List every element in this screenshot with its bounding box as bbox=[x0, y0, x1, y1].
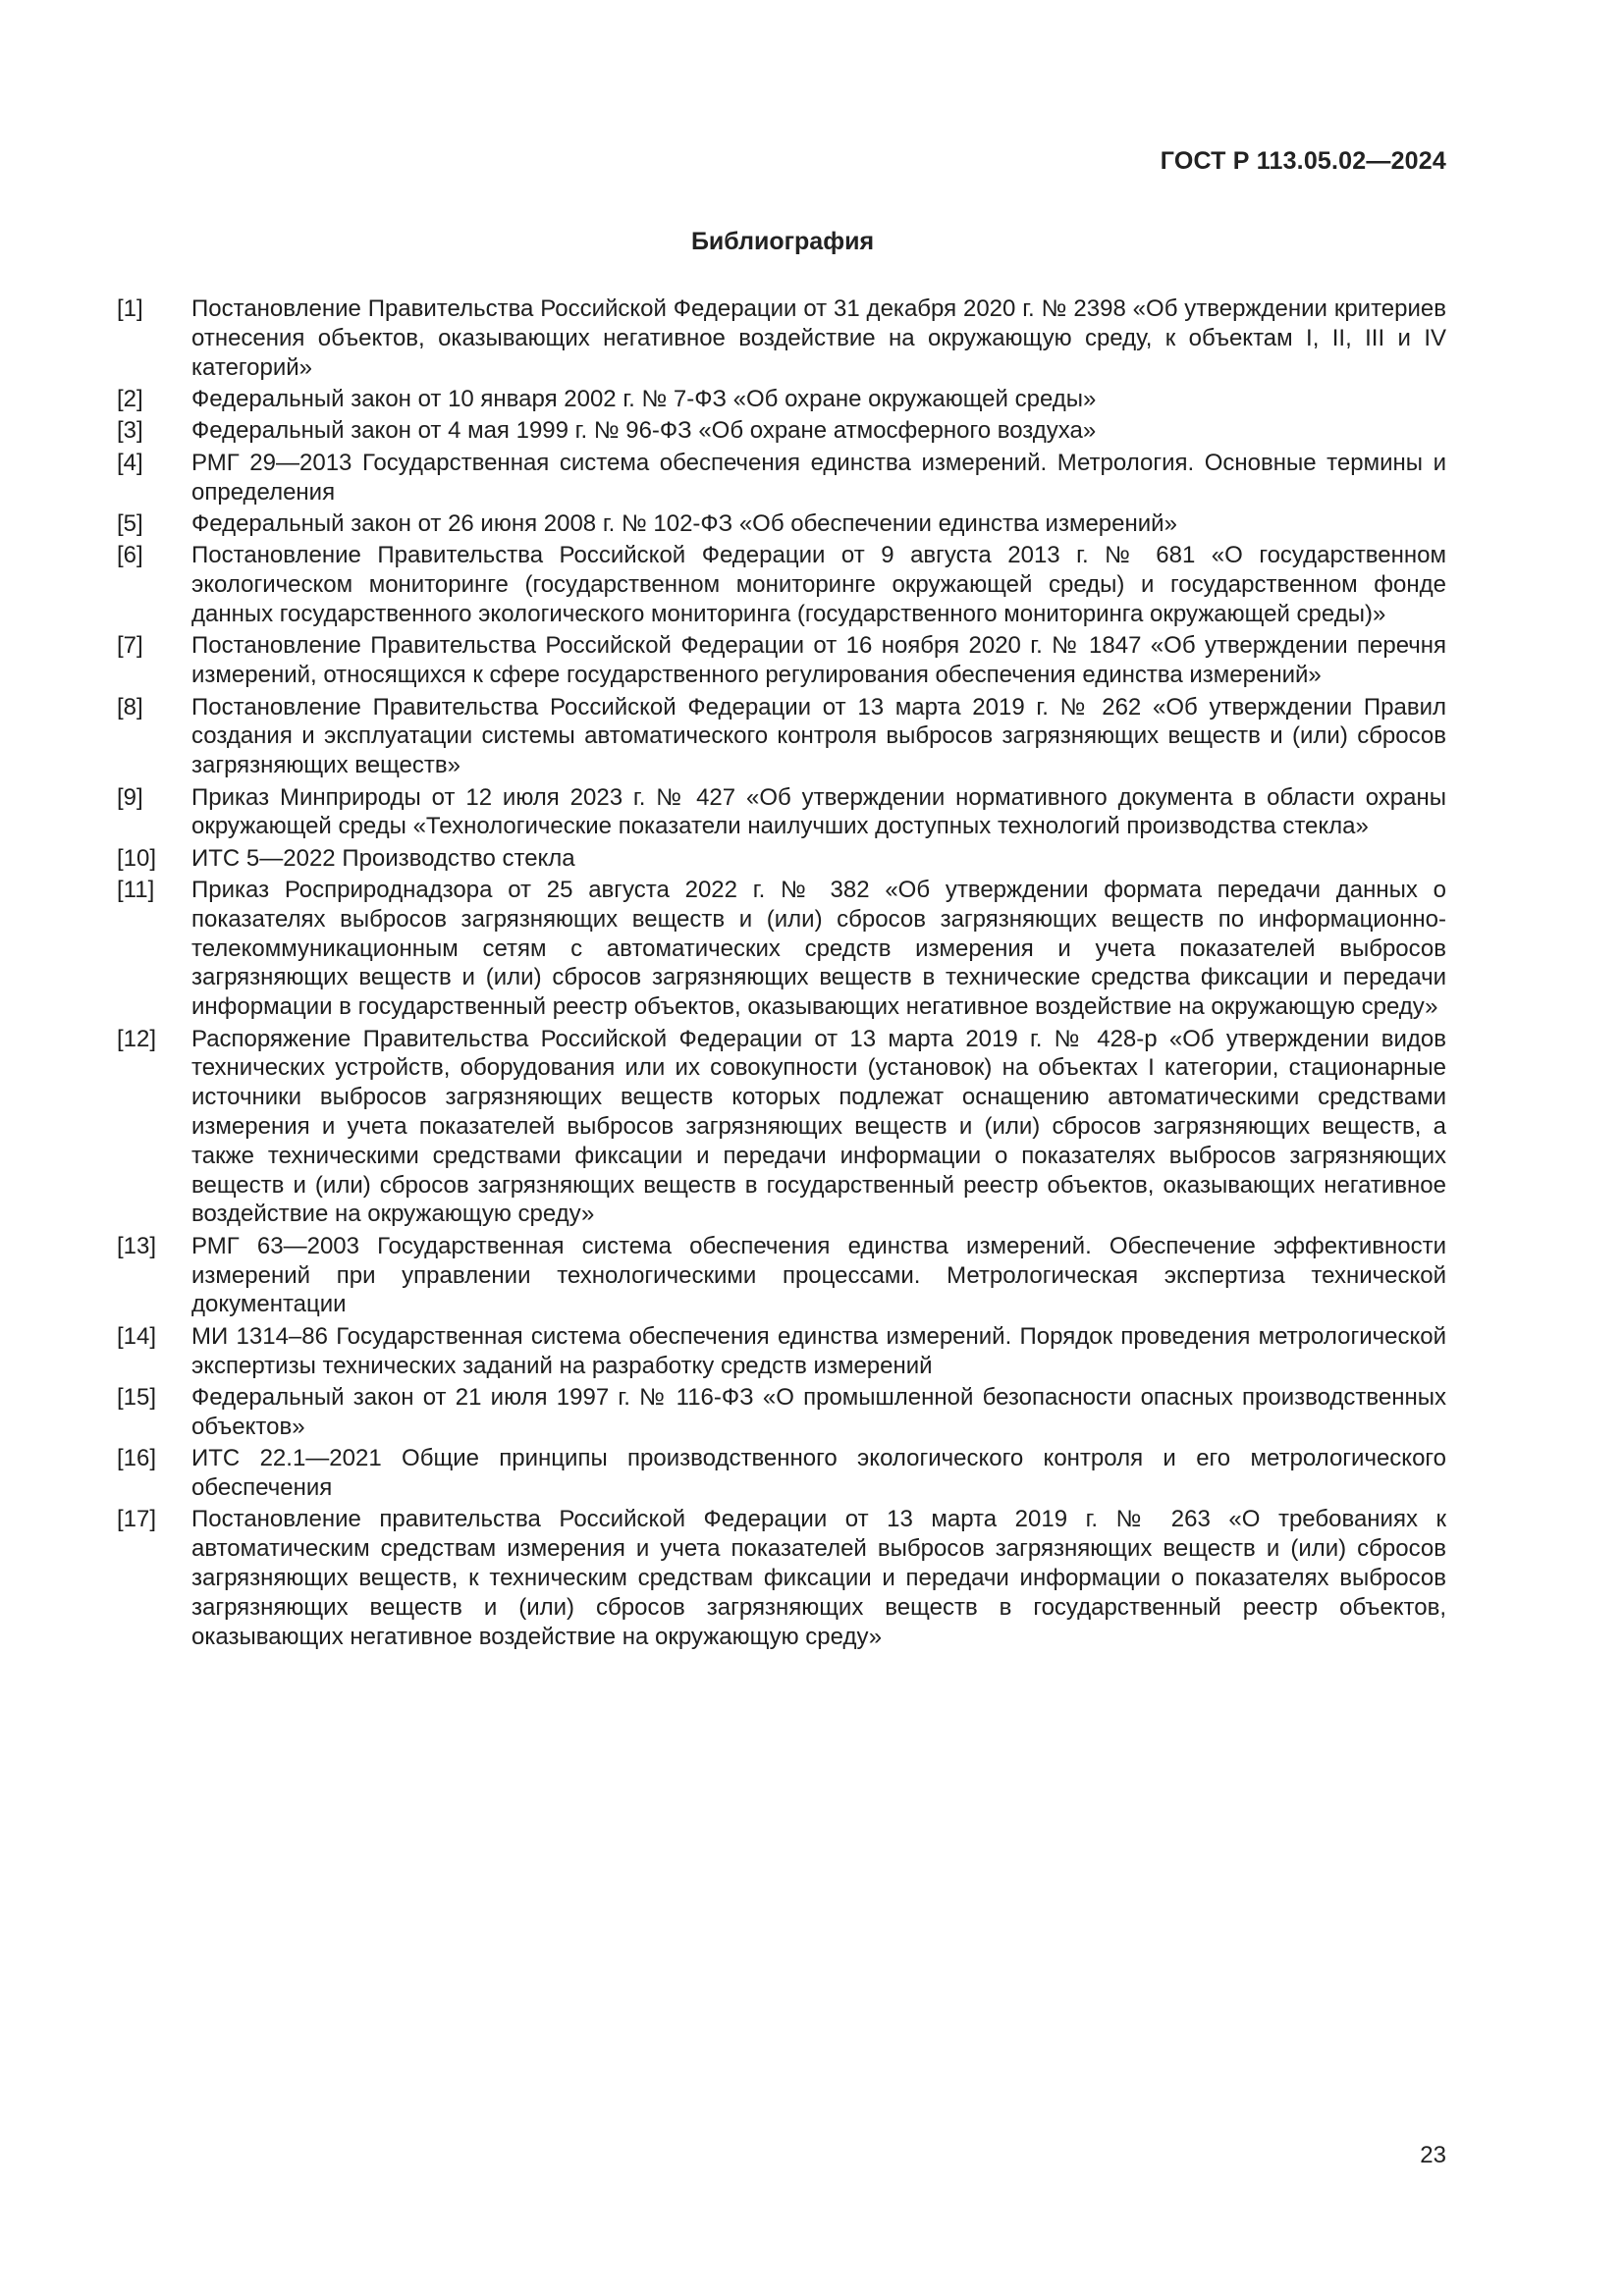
bibliography-entry bbox=[117, 844, 1446, 874]
entry-number: [7] bbox=[117, 632, 143, 660]
bibliography-entry bbox=[117, 509, 1446, 539]
bibliography-entry bbox=[117, 1505, 1446, 1651]
entry-text: Федеральный закон от 10 января 2002 г. № 7-ФЗ «Об охране окружающей среды» bbox=[191, 385, 1097, 412]
bibliography-list bbox=[117, 294, 1446, 1654]
entry-text: Постановление Правительства Российской Федерации от 16 ноября 2020 г. № 1847 «Об утверждении перечня измерений, относящихся к сфере государственного регулирования обеспечения единства измерений» bbox=[191, 632, 1446, 689]
entry-number: [8] bbox=[117, 693, 143, 721]
bibliography-entry bbox=[117, 1444, 1446, 1503]
entry-number: [6] bbox=[117, 542, 143, 569]
entry-number: [12] bbox=[117, 1025, 157, 1052]
bibliography-entry bbox=[117, 541, 1446, 628]
bibliography-entry bbox=[117, 385, 1446, 414]
bibliography-entry bbox=[117, 876, 1446, 1022]
bibliography-entry bbox=[117, 294, 1446, 382]
entry-number: [16] bbox=[117, 1445, 157, 1472]
bibliography-entry bbox=[117, 1383, 1446, 1442]
entry-number: [5] bbox=[117, 509, 143, 537]
entry-text: Приказ Минприроды от 12 июля 2023 г. № 427 «Об утверждении нормативного документа в области охраны окружающей среды «Технологические показатели наилучших доступных технологий производства стекла» bbox=[191, 783, 1446, 840]
entry-text: МИ 1314–86 Государственная система обеспечения единства измерений. Порядок проведения метрологической экспертизы технических заданий на разработку средств измерений bbox=[191, 1322, 1446, 1379]
entry-text: Распоряжение Правительства Российской Федерации от 13 марта 2019 г. № 428-р «Об утверждении видов технических устройств, оборудования или их совокупности (установок) на объектах I категории, стационарные источники выбросов загрязняющих веществ которых подлежат оснащению автоматическими средствами измерения и учета показателей выбросов загрязняющих веществ и (или) сбросов загрязняющих веществ, а также техническими средствами фиксации и передачи информации о показателях выбросов загрязняющих веществ и (или) сбросов загрязняющих веществ в государственный реестр объектов, оказывающих негативное воздействие на окружающую среду» bbox=[191, 1025, 1446, 1228]
entry-number: [10] bbox=[117, 844, 157, 872]
entry-number: [1] bbox=[117, 295, 143, 322]
entry-number: [9] bbox=[117, 783, 143, 811]
section-title: Библиография bbox=[690, 228, 875, 255]
bibliography-entry bbox=[117, 449, 1446, 507]
entry-text: Постановление Правительства Российской Федерации от 31 декабря 2020 г. № 2398 «Об утверждении критериев отнесения объектов, оказывающих негативное воздействие на окружающую среду, к объектам I, II, III и IV категорий» bbox=[191, 295, 1446, 381]
entry-number: [17] bbox=[117, 1506, 157, 1533]
entry-text: Постановление Правительства Российской Федерации от 9 августа 2013 г. № 681 «О государственном экологическом мониторинге (государственном мониторинге окружающей среды) и государственном фонде данных государственного экологического мониторинга (государственного мониторинга окружающей среды)» bbox=[191, 542, 1446, 627]
entry-text: РМГ 29—2013 Государственная система обеспечения единства измерений. Метрология. Основные термины и определения bbox=[191, 449, 1446, 506]
entry-number: [3] bbox=[117, 417, 143, 445]
entry-text: Постановление Правительства Российской Федерации от 13 марта 2019 г. № 262 «Об утверждении Правил создания и эксплуатации системы автоматического контроля выбросов загрязняющих веществ и (или) сбросов загрязняющих веществ» bbox=[191, 693, 1446, 779]
entry-text: Постановление правительства Российской Федерации от 13 марта 2019 г. № 263 «О требованиях к автоматическим средствам измерения и учета показателей выбросов загрязняющих веществ и (или) сбросов загрязняющих веществ, к техническим средствам фиксации и передачи информации о показателях выбросов загрязняющих веществ и (или) сбросов загрязняющих веществ в государственный реестр объектов, оказывающих негативное воздействие на окружающую среду» bbox=[191, 1506, 1446, 1650]
entry-text: Федеральный закон от 26 июня 2008 г. № 102-ФЗ «Об обеспечении единства измерений» bbox=[191, 509, 1177, 537]
entry-number: [13] bbox=[117, 1232, 157, 1259]
entry-number: [14] bbox=[117, 1322, 157, 1350]
bibliography-entry bbox=[117, 631, 1446, 690]
bibliography-entry bbox=[117, 693, 1446, 780]
document-code: ГОСТ Р 113.05.02—2024 bbox=[1160, 147, 1446, 175]
entry-text: Федеральный закон от 4 мая 1999 г. № 96-ФЗ «Об охране атмосферного воздуха» bbox=[191, 417, 1097, 445]
bibliography-entry bbox=[117, 416, 1446, 446]
entry-text: РМГ 63—2003 Государственная система обеспечения единства измерений. Обеспечение эффективности измерений при управлении технологическими процессами. Метрологическая экспертиза технической документации bbox=[191, 1232, 1446, 1318]
entry-text: ИТС 5—2022 Производство стекла bbox=[191, 844, 575, 872]
bibliography-entry bbox=[117, 1232, 1446, 1319]
bibliography-entry bbox=[117, 1322, 1446, 1381]
entry-number: [15] bbox=[117, 1384, 157, 1411]
bibliography-entry bbox=[117, 1025, 1446, 1230]
page-number: 23 bbox=[1420, 2142, 1446, 2168]
entry-number: [11] bbox=[117, 877, 155, 904]
entry-text: Приказ Росприроднадзора от 25 августа 2022 г. № 382 «Об утверждении формата передачи данных о показателях выбросов загрязняющих веществ и (или) сбросов загрязняющих веществ по информационно-телекоммуникационным сетям с автоматических средств измерения и учета показателей выбросов загрязняющих веществ и (или) сбросов загрязняющих веществ в технические средства фиксации и передачи информации в государственный реестр объектов, оказывающих негативное воздействие на окружающую среду» bbox=[191, 877, 1446, 1021]
entry-number: [4] bbox=[117, 449, 143, 476]
bibliography-entry bbox=[117, 783, 1446, 842]
entry-number: [2] bbox=[117, 385, 143, 412]
entry-text: ИТС 22.1—2021 Общие принципы производственного экологического контроля и его метрологического обеспечения bbox=[191, 1445, 1446, 1501]
entry-text: Федеральный закон от 21 июля 1997 г. № 116-ФЗ «О промышленной безопасности опасных производственных объектов» bbox=[191, 1384, 1446, 1440]
